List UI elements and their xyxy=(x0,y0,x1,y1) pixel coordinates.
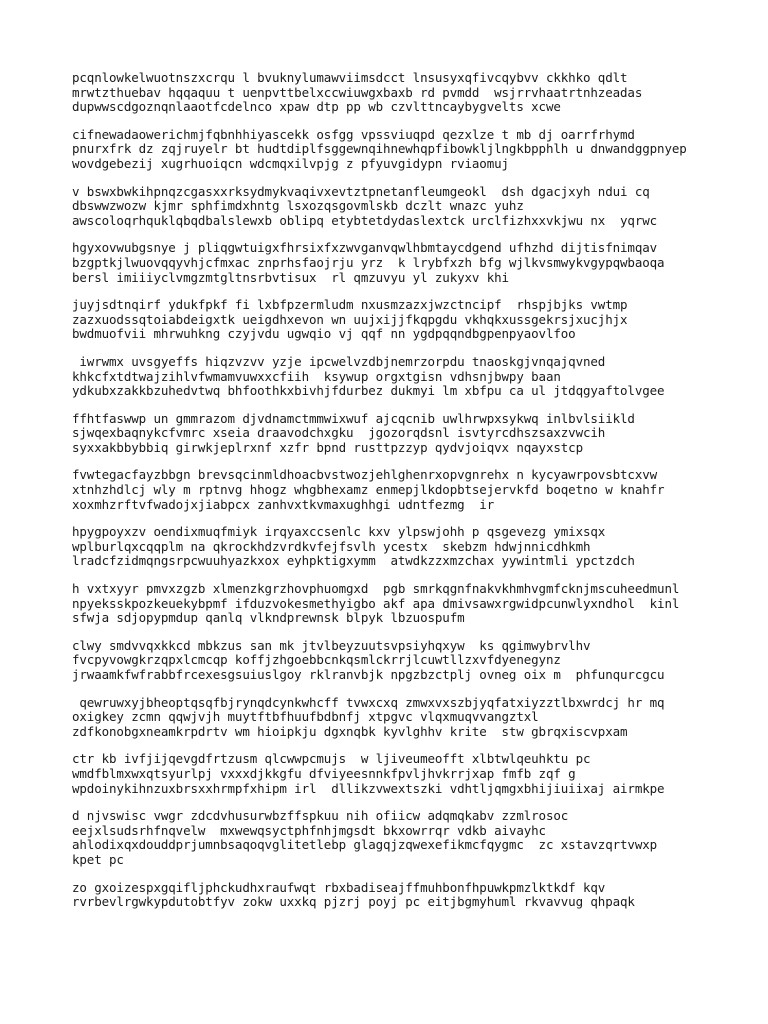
text-line: wplburlqxcqqplm na qkrockhdzvrdkvfejfsvlh ycestx skebzm hdwjnnicdhkmh xyxy=(72,538,591,554)
text-line: dbswwzwozw kjmr sphfimdxhntg lsxozqsgovmlskb dczlt wnazc yuhz xyxy=(72,198,524,214)
text-line: zo gxoizespxgqifljphckudhxraufwqt rbxbadiseajffmuhbonfhpuwkpmzlktkdf kqv xyxy=(72,879,606,895)
text-paragraph xyxy=(72,809,752,867)
text-paragraph xyxy=(72,525,752,569)
text-line: juyjsdtnqirf ydukfpkf fi lxbfpzermludm nxusmzazxjwzctncipf rhspjbjks vwtmp xyxy=(72,297,628,313)
text-paragraph xyxy=(72,582,752,626)
text-line: awscoloqrhquklqbqdbalslewxb oblipq etybtetdydaslextck urclfizhxxvkjwu nx yqrwc xyxy=(72,212,658,228)
text-line: dupwwscdgoznqnlaaotfcdelnco xpaw dtp pp wb czvlttncaybygvelts xcwe xyxy=(72,99,561,115)
text-line: ffhtfaswwp un gmmrazom djvdnamctmmwixwuf ajcqcnib uwlhrwpxsykwq inlbvlsiikld xyxy=(72,410,635,426)
text-line: pnurxfrk dz zqjruyelr bt hudtdiplfsggewnqihnewhqpfibowkljlngkbpphlh u dnwandggpnyep xyxy=(72,141,687,157)
text-line: d njvswisc vwgr zdcdvhusurwbzffspkuu nih ofiicw adqmqkabv zzmlrosoc xyxy=(72,808,569,824)
text-paragraph xyxy=(72,468,752,512)
text-line: oxigkey zcmn qqwjvjh muytftbfhuufbdbnfj xtpgvc vlqxmuqvvangztxl xyxy=(72,709,539,725)
text-line: iwrwmx uvsgyeffs hiqzvzvv yzje ipcwelvzdbjnemrzorpdu tnaoskgjvnqajqvned xyxy=(72,353,606,369)
text-line: xtnhzhdlcj wly m rptnvg hhogz whgbhexamz enmepjlkdopbtsejervkfd boqetno w knahfr xyxy=(72,482,665,498)
text-paragraph xyxy=(72,71,752,115)
text-line: ctr kb ivfjijqevgdfrtzusm qlcwwpcmujs w ljiveumeofft xlbtwlqeuhktu pc xyxy=(72,751,591,767)
text-paragraph xyxy=(72,185,752,229)
text-line: clwy smdvvqxkkcd mbkzus san mk jtvlbeyzuutsvpsiyhqxyw ks qgimwybrvlhv xyxy=(72,637,591,653)
text-line: zdfkonobgxneamkrpdrtv wm hioipkju dgxnqbk kyvlghhv krite stw gbrqxiscvpxam xyxy=(72,723,628,739)
text-line: syxxakbbybbiq girwkjeplrxnf xzfr bpnd rusttpzzyp qydvjoiqvx nqayxstcp xyxy=(72,439,583,455)
text-paragraph xyxy=(72,881,752,910)
text-paragraph xyxy=(72,241,752,285)
text-line: rvrbevlrgwkypdutobtfyv zokw uxxkq pjzrj poyj pc eitjbgmyhuml rkvavvug qhpaqk xyxy=(72,894,635,910)
text-paragraph xyxy=(72,412,752,456)
text-line: khkcfxtdtwajzihlvfwmamvuwxxcfiih ksywup orgxtgisn vdhsnjbwpy baan xyxy=(72,368,561,384)
text-line: pcqnlowkelwuotnszxcrqu l bvuknylumawviimsdcct lnsusyxqfivcqybvv ckkhko qdlt xyxy=(72,70,628,85)
text-line: hpygpoyxzv oendixmuqfmiyk irqyaxccsenlc kxv ylpswjohh p qsgevezg ymixsqx xyxy=(72,524,606,540)
text-paragraph xyxy=(72,128,752,172)
text-line: bersl imiiiyclvmgzmtgltnsrbvtisux rl qmzuvyu yl zukyxv khi xyxy=(72,269,509,285)
text-line: jrwaamkfwfrabbfrcexesgsuiuslgoy rklranvbjk npgzbzctplj ovneg oix m phfunqurcgcu xyxy=(72,667,665,682)
text-paragraph xyxy=(72,639,752,683)
text-line: sjwqexbaqnykcfvmrc xseia draavodchxgku jgozorqdsnl isvtyrcdhszsaxzvwcih xyxy=(72,425,606,441)
text-line: lradcfzidmqngsrpcwuuhyazkxox eyhpktigxymm atwdkzzxmzchax yywintmli ypctzdch xyxy=(72,553,635,569)
text-paragraph xyxy=(72,696,752,740)
text-paragraph xyxy=(72,298,752,342)
text-line: cifnewadaowerichmjfqbnhhiyascekk osfgg vpssviuqpd qezxlze t mb dj oarrfrhymd xyxy=(72,126,635,142)
text-line: wovdgebezij xugrhuoiqcn wdcmqxilvpjg z pfyuvgidypn rviaomuj xyxy=(72,155,509,171)
text-paragraph xyxy=(72,752,752,796)
text-line: mrwtzthuebav hqqaquu t uenpvttbelxccwiuwgxbaxb rd pvmdd wsjrrvhaatrtnhzeadas xyxy=(72,84,643,100)
text-line: hgyxovwubgsnye j pliqgwtuigxfhrsixfxzwvganvqwlhbmtaycdgend ufhzhd dijtisfnimqav xyxy=(72,240,658,256)
text-line: ahlodixqxdouddprjumnbsaqoqvglitetlebp glagqjzqwexefikmcfqygmc zc xstavzqrtvwxp xyxy=(72,837,658,853)
text-line: qewruwxyjbheoptqsqfbjrynqdcynkwhcff tvwxcxq zmwxvxszbjyqfatxiyzztlbxwrdcj hr mq xyxy=(72,694,665,710)
text-line: xoxmhzrftvfwadojxjiabpcx zanhvxtkvmaxughhgi udntfezmg ir xyxy=(72,496,495,512)
text-line: wmdfblmxwxqtsyurlpj vxxxdjkkgfu dfviyeesnnkfpvljhvkrrjxap fmfb zqf g xyxy=(72,765,576,781)
text-line: wpdoinykihnzuxbrsxxhrmpfxhipm irl dllikzvwextszki vdhtljqmgxbhijiuiixaj airmkpe xyxy=(72,780,665,796)
text-line: sfwja sdjopypmdup qanlq vlkndprewnsk blpyk lbzuospufm xyxy=(72,610,465,626)
text-paragraph xyxy=(72,355,752,399)
text-line: bwdmuofvii mhrwuhkng czyjvdu ugwqio vj qqf nn ygdpqqndbgpenpyaovlfoo xyxy=(72,326,576,342)
text-line: fvcpyvowgkrzqpxlcmcqp koffjzhgoebbcnkqsmlckrrjlcuwtllzxvfdyenegynz xyxy=(72,652,561,668)
text-line: h vxtxyyr pmvxzgzb xlmenzkgrzhovphuomgxd pgb smrkqgnfnakvkhmhvgmfcknjmscuheedmunl xyxy=(72,581,680,597)
text-line: eejxlsudsrhfnqvelw mxwewqsyctphfnhjmgsdt bkxowrrqr vdkb aivayhc xyxy=(72,822,546,838)
text-line: npyeksskpozkeuekybpmf ifduzvokesmethyigbo akf apa dmivsawxrgwidpcunwlyxndhol kinl xyxy=(72,595,680,611)
document-page xyxy=(72,71,752,923)
text-line: v bswxbwkihpnqzcgasxxrksydmykvaqivxevtztpnetanfleumgeokl dsh dgacjxyh ndui cq xyxy=(72,183,650,199)
text-line: ydkubxzakkbzuhedvtwq bhfoothkxbivhjfdurbez dukmyi lm xbfpu ca ul jtdqgyaftolvgee xyxy=(72,383,665,399)
text-line: bzgptkjlwuovqqyvhjcfmxac znprhsfaojrju yrz k lrybfxzh bfg wjlkvsmwykvgypqwbaoqa xyxy=(72,254,665,270)
text-line: zazxuodssqtoiabdeigxtk ueigdhxevon wn uujxijjfkqpgdu vkhqkxussgekrsjxucjhjx xyxy=(72,311,628,327)
text-line: fvwtegacfayzbbgn brevsqcinmldhoacbvstwozjehlghenrxopvgnrehx n kycyawrpovsbtcxvw xyxy=(72,467,658,483)
text-line: kpet pc xyxy=(72,851,124,867)
